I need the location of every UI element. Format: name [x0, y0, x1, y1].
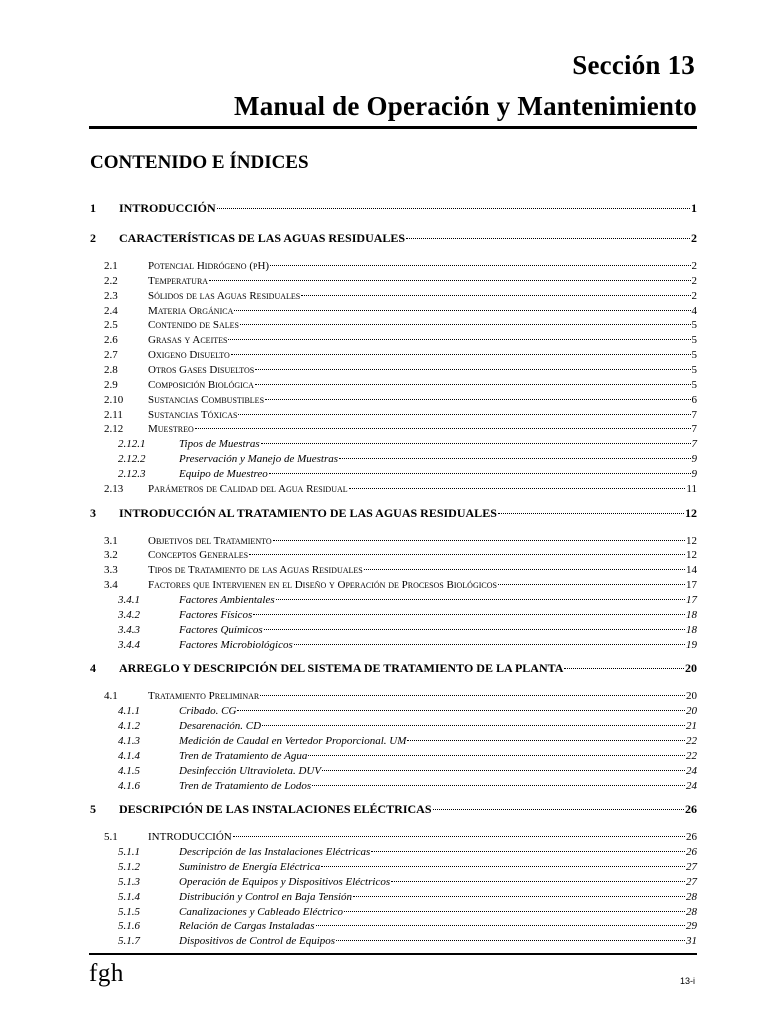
- toc-entry-page: 29: [686, 920, 697, 933]
- toc-dot-leader: [265, 399, 690, 400]
- toc-entry-number: 3.1: [104, 534, 118, 547]
- toc-entry[interactable]: [90, 334, 697, 346]
- toc-entry[interactable]: [90, 579, 697, 591]
- toc-entry-title: Tipos de Muestras: [179, 438, 260, 451]
- toc-entry-number: 2.6: [104, 334, 118, 347]
- toc-entry-page: 5: [691, 363, 697, 376]
- toc-entry-page: 22: [686, 749, 697, 762]
- toc-entry[interactable]: [90, 906, 697, 918]
- toc-entry-number: 2.5: [104, 319, 118, 332]
- toc-dot-leader: [312, 785, 685, 786]
- toc-entry-number: 5.1.7: [118, 935, 140, 948]
- toc-dot-leader: [353, 896, 685, 897]
- toc-entry-title: Tren de Tratamiento de Agua: [179, 749, 308, 762]
- toc-entry-title: Operación de Equipos y Dispositivos Eléctricos: [179, 875, 391, 888]
- toc-dot-leader: [264, 629, 685, 630]
- toc-entry-title: Materia Orgánica: [148, 304, 234, 317]
- toc-dot-leader: [406, 238, 690, 239]
- toc-entry-page: 12: [686, 534, 697, 547]
- toc-dot-leader: [249, 554, 685, 555]
- toc-dot-leader: [364, 569, 685, 570]
- toc-entry-page: 2: [691, 289, 697, 302]
- toc-entry-page: 2: [691, 231, 697, 245]
- toc-dot-leader: [498, 584, 685, 585]
- toc-entry-page: 4: [691, 304, 697, 317]
- toc-entry-number: 2.9: [104, 378, 118, 391]
- toc-entry[interactable]: [90, 765, 697, 777]
- toc-entry-title: Contenido de Sales: [148, 319, 239, 332]
- toc-entry-title: Sustancias Tóxicas: [148, 408, 238, 421]
- toc-entry-number: 5.1: [104, 831, 118, 844]
- toc-entry-page: 5: [691, 334, 697, 347]
- toc-entry-title: Potencial Hidrógeno (pH): [148, 260, 270, 272]
- toc-entry-page: 31: [686, 935, 697, 948]
- toc-entry[interactable]: [90, 935, 697, 947]
- toc-entry-number: 4.1.2: [118, 720, 140, 733]
- toc-entry-number: 5.1.4: [118, 890, 140, 903]
- toc-entry-number: 2.12.3: [118, 467, 146, 480]
- toc-entry-number: 2.2: [104, 274, 118, 287]
- toc-entry-title: Factores que Intervienen en el Diseño y Operación de Procesos Biológicos: [148, 579, 497, 592]
- toc-entry[interactable]: [90, 394, 697, 406]
- toc-entry-title: Factores Ambientales: [179, 594, 275, 606]
- toc-entry[interactable]: [90, 891, 697, 903]
- toc-dot-leader: [262, 725, 685, 726]
- toc-entry-page: 21: [686, 720, 697, 733]
- toc-entry-title: Muestreo: [148, 423, 194, 436]
- toc-entry[interactable]: [90, 861, 697, 873]
- toc-dot-leader: [344, 911, 685, 912]
- toc-entry[interactable]: [90, 423, 697, 435]
- toc-entry[interactable]: [90, 483, 697, 495]
- toc-entry[interactable]: [90, 564, 697, 576]
- toc-entry-number: 2.12: [104, 423, 124, 436]
- toc-entry-number: 3.3: [104, 564, 118, 577]
- toc-entry-page: 27: [686, 875, 697, 888]
- toc-entry[interactable]: [90, 594, 697, 606]
- toc-entry-title: ARREGLO Y DESCRIPCIÓN DEL SISTEMA DE TRATAMIENTO DE LA PLANTA: [119, 661, 564, 676]
- toc-entry-title: Cribado. CG: [179, 705, 237, 718]
- toc-entry-page: 20: [686, 705, 697, 718]
- toc-entry-number: 4.1.1: [118, 705, 140, 718]
- toc-entry[interactable]: [90, 690, 697, 702]
- toc-dot-leader: [301, 295, 690, 296]
- toc-entry-number: 3.4.3: [118, 623, 140, 636]
- toc-entry-title: INTRODUCCIÓN: [148, 831, 232, 844]
- toc-entry-number: 3.4.2: [118, 608, 140, 621]
- toc-dot-leader: [217, 208, 690, 209]
- toc-entry-number: 5.1.6: [118, 920, 140, 933]
- toc-entry[interactable]: [90, 876, 697, 888]
- toc-entry-number: 5.1.3: [118, 875, 140, 888]
- toc-entry-number: 5: [90, 802, 96, 817]
- toc-entry[interactable]: [90, 201, 697, 216]
- toc-entry[interactable]: [90, 802, 697, 817]
- toc-dot-leader: [253, 614, 685, 615]
- toc-entry-number: 2.1: [104, 260, 118, 272]
- toc-entry-number: 3.4: [104, 579, 118, 592]
- toc-entry[interactable]: [90, 661, 697, 676]
- toc-entry-page: 9: [691, 453, 697, 466]
- toc-entry[interactable]: [90, 780, 697, 792]
- toc-entry[interactable]: [90, 290, 697, 302]
- toc-dot-leader: [237, 710, 685, 711]
- toc-entry-title: Suministro de Energía Eléctrica: [179, 861, 321, 874]
- toc-entry-title: Relación de Cargas Instaladas: [179, 920, 315, 933]
- toc-entry-page: 28: [686, 905, 697, 918]
- toc-entry-page: 7: [691, 438, 697, 451]
- toc-dot-leader: [276, 599, 685, 600]
- toc-entry-page: 20: [686, 690, 697, 703]
- toc-entry-title: Sustancias Combustibles: [148, 393, 265, 406]
- toc-entry-page: 24: [686, 779, 697, 792]
- toc-entry-title: INTRODUCCIÓN AL TRATAMIENTO DE LAS AGUAS RESIDUALES: [119, 505, 497, 520]
- toc-entry-page: 5: [691, 349, 697, 362]
- toc-entry-page: 17: [686, 594, 697, 606]
- toc-entry-number: 2.11: [104, 408, 123, 421]
- toc-entry[interactable]: [90, 535, 697, 547]
- toc-entry-number: 2.8: [104, 363, 118, 376]
- contents-heading: CONTENIDO E ÍNDICES: [90, 152, 309, 173]
- toc-entry-title: INTRODUCCIÓN: [119, 201, 216, 215]
- toc-entry-number: 4.1: [104, 690, 118, 703]
- toc-entry[interactable]: [90, 231, 697, 246]
- toc-entry-title: Factores Químicos: [179, 623, 263, 636]
- section-title: Sección 13: [572, 50, 695, 80]
- toc-entry-number: 4.1.5: [118, 764, 140, 777]
- toc-dot-leader: [238, 414, 690, 415]
- toc-dot-leader: [233, 836, 685, 837]
- toc-entry-title: Canalizaciones y Cableado Eléctrico: [179, 905, 344, 918]
- toc-entry-title: Distribución y Control en Baja Tensión: [179, 890, 353, 903]
- toc-dot-leader: [273, 540, 685, 541]
- toc-entry-number: 3: [90, 505, 96, 520]
- toc-entry[interactable]: [90, 705, 697, 717]
- toc-entry[interactable]: [90, 275, 697, 287]
- toc-entry-page: 12: [685, 505, 697, 520]
- toc-entry-number: 3.4.4: [118, 638, 140, 651]
- toc-entry-title: Sólidos de las Aguas Residuales: [148, 289, 301, 302]
- toc-dot-leader: [195, 428, 691, 429]
- toc-entry-title: Otros Gases Disueltos: [148, 363, 255, 376]
- toc-dot-leader: [255, 369, 690, 370]
- toc-entry-page: 11: [686, 482, 697, 495]
- toc-entry-title: Preservación y Manejo de Muestras: [179, 453, 339, 466]
- toc-dot-leader: [308, 755, 685, 756]
- toc-dot-leader: [260, 695, 685, 696]
- toc-entry-title: Equipo de Muestreo: [179, 467, 268, 480]
- toc-entry-title: Tratamiento Preliminar: [148, 690, 260, 703]
- toc-dot-leader: [261, 443, 691, 444]
- toc-entry-page: 5: [691, 319, 697, 332]
- footer-page-number: 13-i: [679, 976, 695, 986]
- toc-dot-leader: [316, 925, 685, 926]
- toc-entry-number: 2.4: [104, 304, 118, 317]
- toc-entry-page: 9: [691, 467, 697, 480]
- toc-entry-title: Desinfección Ultravioleta. DUV: [179, 764, 322, 777]
- toc-dot-leader: [433, 809, 684, 810]
- toc-entry-number: 2.7: [104, 349, 118, 362]
- toc-entry-title: Medición de Caudal en Vertedor Proporcional. UM: [179, 734, 407, 747]
- toc-entry-number: 4.1.6: [118, 779, 140, 792]
- toc-entry-title: Desarenación. CD: [179, 720, 262, 733]
- toc-dot-leader: [321, 866, 685, 867]
- toc-entry[interactable]: [90, 305, 697, 317]
- toc-entry-title: Tipos de Tratamiento de las Aguas Residuales: [148, 564, 363, 577]
- toc-dot-leader: [255, 384, 691, 385]
- toc-entry-number: 4: [90, 661, 96, 676]
- toc-entry[interactable]: [90, 609, 697, 621]
- toc-entry-page: 26: [686, 846, 697, 859]
- toc-entry-page: 2: [691, 274, 697, 287]
- toc-entry-page: 7: [691, 423, 697, 436]
- toc-entry-page: 2: [691, 260, 697, 272]
- toc-dot-leader: [234, 310, 690, 311]
- toc-entry-number: 1: [90, 201, 96, 215]
- toc-entry-title: DESCRIPCIÓN DE LAS INSTALACIONES ELÉCTRICAS: [119, 802, 432, 817]
- toc-entry-number: 2.12.2: [118, 453, 146, 466]
- toc-dot-leader: [407, 740, 685, 741]
- toc-entry[interactable]: [90, 364, 697, 376]
- toc-entry-page: 1: [691, 201, 697, 215]
- toc-entry-page: 14: [686, 564, 697, 577]
- toc-entry-page: 19: [686, 638, 697, 651]
- toc-entry-number: 5.1.1: [118, 846, 140, 859]
- toc-entry-title: Parámetros de Calidad del Agua Residual: [148, 482, 348, 495]
- toc-dot-leader: [228, 339, 690, 340]
- toc-entry-title: Objetivos del Tratamiento: [148, 534, 272, 547]
- footer-rule: [89, 953, 697, 955]
- toc-entry-page: 5: [691, 378, 697, 391]
- toc-entry-number: 2.12.1: [118, 438, 146, 451]
- toc-entry-number: 2.10: [104, 393, 124, 406]
- toc-dot-leader: [371, 851, 685, 852]
- toc-dot-leader: [240, 324, 691, 325]
- toc-dot-leader: [270, 265, 690, 266]
- toc-entry[interactable]: [90, 639, 697, 651]
- toc-entry-title: Temperatura: [148, 274, 209, 287]
- footer-logo: fgh: [89, 960, 124, 987]
- toc-entry-page: 18: [686, 623, 697, 636]
- toc-dot-leader: [269, 473, 691, 474]
- toc-entry-title: Dispositivos de Control de Equipos: [179, 935, 336, 948]
- toc-dot-leader: [336, 940, 685, 941]
- toc-entry[interactable]: [90, 720, 697, 732]
- toc-entry-page: 6: [691, 393, 697, 406]
- toc-entry[interactable]: [90, 624, 697, 636]
- toc-entry[interactable]: [90, 846, 697, 858]
- toc-entry[interactable]: [90, 260, 697, 272]
- toc-dot-leader: [391, 881, 685, 882]
- toc-dot-leader: [294, 644, 685, 645]
- toc-dot-leader: [231, 354, 691, 355]
- toc-entry-number: 3.4.1: [118, 594, 140, 606]
- toc-entry-title: Grasas y Aceites: [148, 334, 228, 347]
- toc-entry-title: Oxigeno Disuelto: [148, 349, 230, 362]
- toc-entry-title: Descripción de las Instalaciones Eléctricas: [179, 846, 371, 859]
- toc-entry-page: 7: [691, 408, 697, 421]
- toc-entry[interactable]: [90, 409, 697, 421]
- toc-dot-leader: [564, 668, 684, 669]
- toc-entry-page: 22: [686, 734, 697, 747]
- toc-entry-number: 3.2: [104, 549, 118, 562]
- toc-entry[interactable]: [90, 349, 697, 361]
- toc-entry[interactable]: [90, 379, 697, 391]
- toc-entry[interactable]: [90, 453, 697, 465]
- toc-entry[interactable]: [90, 438, 697, 450]
- toc-entry-page: 17: [686, 579, 697, 592]
- toc-entry-page: 26: [686, 831, 697, 844]
- toc-entry-page: 18: [686, 608, 697, 621]
- toc-entry-title: Factores Físicos: [179, 608, 253, 621]
- toc-entry[interactable]: [90, 468, 697, 480]
- toc-entry-number: 2: [90, 231, 96, 245]
- toc-entry-page: 27: [686, 861, 697, 874]
- toc-dot-leader: [349, 488, 686, 489]
- toc-entry-number: 4.1.3: [118, 734, 140, 747]
- toc-entry-title: Composición Biológica: [148, 378, 254, 391]
- manual-title: Manual de Operación y Mantenimiento: [234, 91, 697, 121]
- toc-entry[interactable]: [90, 831, 697, 843]
- toc-dot-leader: [339, 458, 690, 459]
- toc-entry-title: Conceptos Generales: [148, 549, 249, 562]
- toc-dot-leader: [209, 280, 690, 281]
- toc-entry-page: 20: [685, 661, 697, 676]
- toc-entry[interactable]: [90, 920, 697, 932]
- toc-entry[interactable]: [90, 735, 697, 747]
- toc-entry-number: 4.1.4: [118, 749, 140, 762]
- toc-entry-title: Tren de Tratamiento de Lodos: [179, 779, 312, 792]
- toc-entry-title: CARACTERÍSTICAS DE LAS AGUAS RESIDUALES: [119, 231, 406, 245]
- toc-dot-leader: [498, 513, 684, 514]
- toc-entry[interactable]: [90, 506, 697, 521]
- toc-entry-title: Factores Microbiológicos: [179, 638, 293, 651]
- toc-entry-page: 24: [686, 764, 697, 777]
- toc-entry[interactable]: [90, 549, 697, 561]
- toc-entry-number: 2.3: [104, 289, 118, 302]
- toc-entry-number: 2.13: [104, 482, 124, 495]
- toc-entry-number: 5.1.2: [118, 861, 140, 874]
- toc-entry-page: 26: [685, 802, 697, 817]
- toc-entry-page: 12: [686, 549, 697, 562]
- toc-entry[interactable]: [90, 319, 697, 331]
- toc-entry-number: 5.1.5: [118, 905, 140, 918]
- toc-entry-page: 28: [686, 890, 697, 903]
- toc-entry[interactable]: [90, 750, 697, 762]
- toc-dot-leader: [322, 770, 685, 771]
